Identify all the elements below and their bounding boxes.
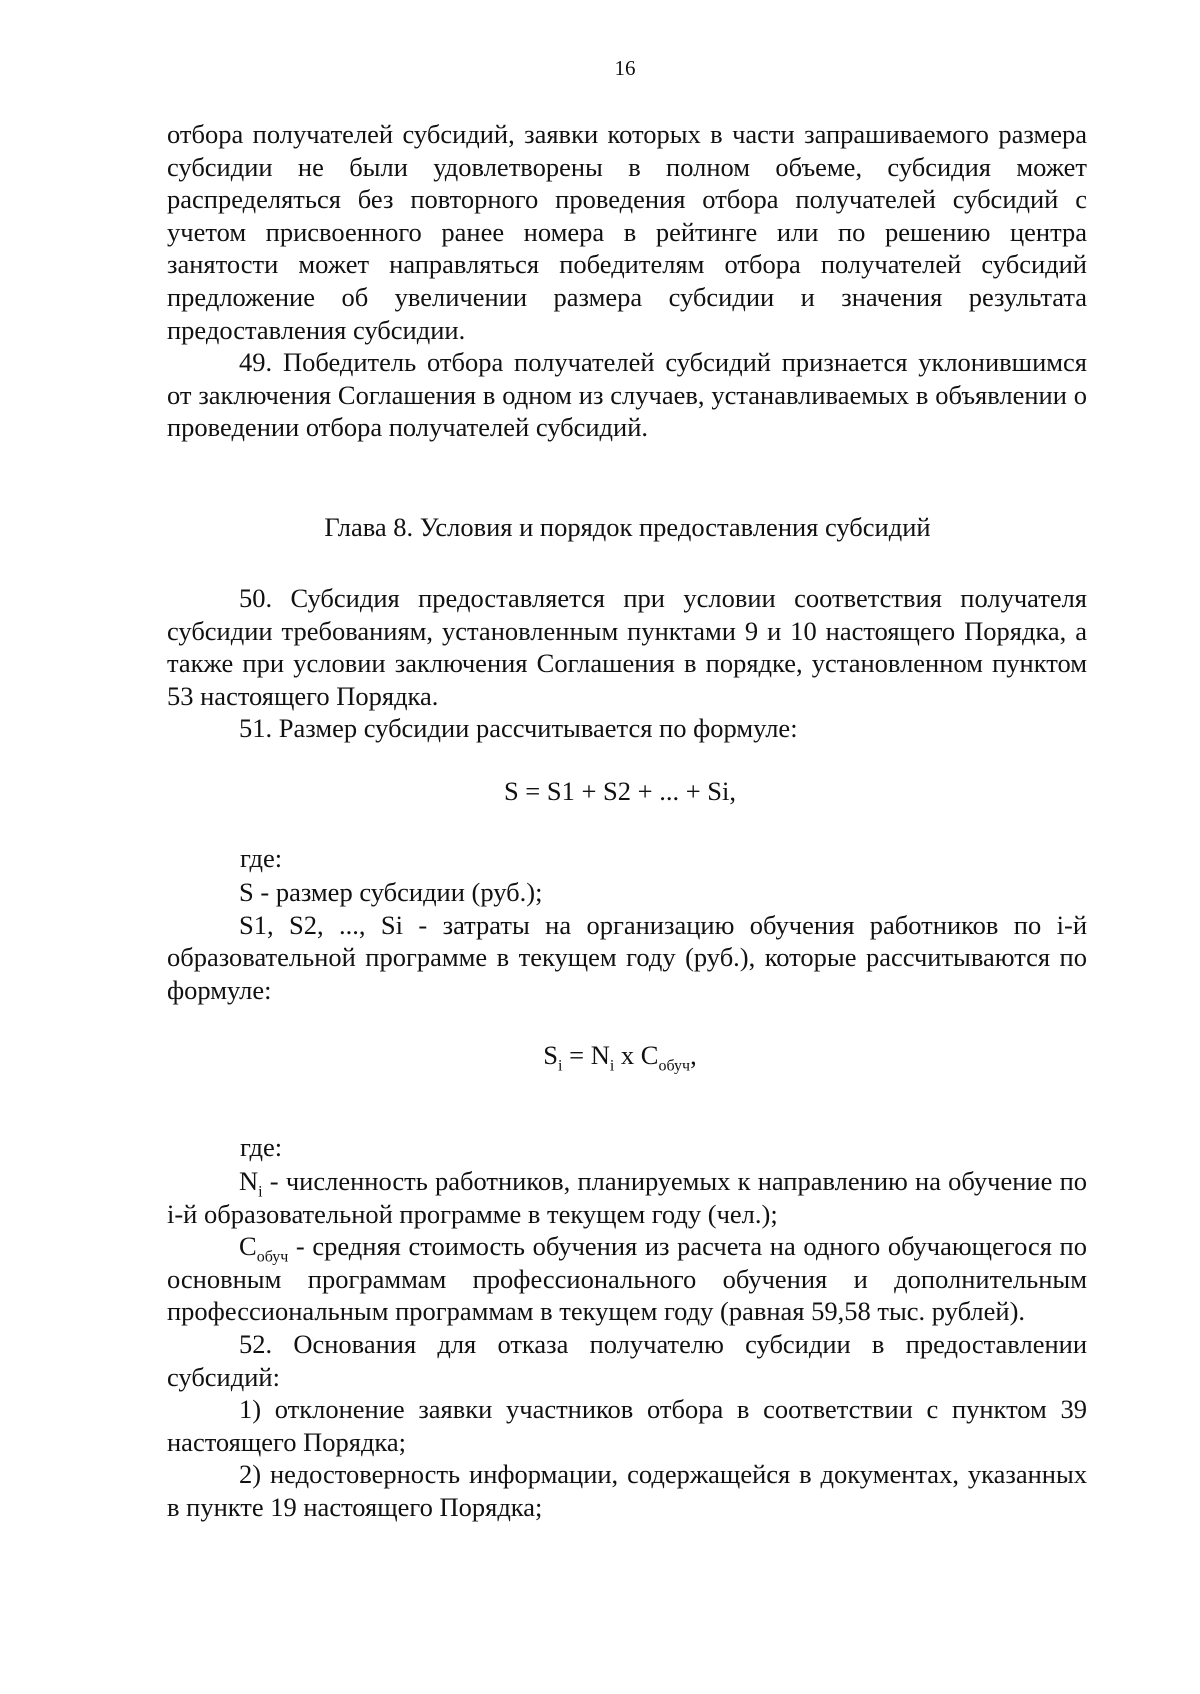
paragraph-52: 52. Основания для отказа получателю субсидии в предоставлении субсидий: <box>167 1328 1087 1392</box>
page-number: 16 <box>614 56 636 80</box>
text-block-top <box>167 118 1087 444</box>
text-block-definitions-1 <box>167 876 1087 1006</box>
text-block-definitions-2 <box>167 1165 1087 1524</box>
list-item-1: 1) отклонение заявки участников отбора в соответствии с пунктом 39 настоящего Порядка; <box>167 1394 1087 1457</box>
definition-cobuch: $C_{обуч}$ - средняя стоимость обучения из расчета на одного обучающегося по основным программам профессионального обучения и дополнительным профессиональным программам в текущем году (равная 59,58 тыс. рублей). <box>167 1231 1087 1327</box>
definition-si: S1, S2, ..., Si - затраты на организацию обучения работников по i-й образовательной программе в текущем году (руб.), которые рассчитываются по формуле: <box>167 909 1087 1005</box>
text-block-chapter8 <box>167 582 1087 745</box>
where-label-2: где: <box>240 1132 283 1162</box>
formula-si: $S_i = N_i$ x $C_{обуч}$, <box>543 1040 697 1075</box>
definition-s: S - размер субсидии (руб.); <box>239 877 543 907</box>
paragraph-50: 50. Субсидия предоставляется при условии соответствия получателя субсидии требованиям, установленным пунктами 9 и 10 настоящего Порядка, а также при условии заключения Соглашения в порядке, установленном пунктом 53 настоящего Порядка. <box>167 583 1087 711</box>
paragraph-51: 51. Размер субсидии рассчитывается по формуле: <box>239 713 798 744</box>
definition-ni: $N_i$ - численность работников, планируемых к направлению на обучение по i-й образовательной программе в текущем году (чел.); <box>167 1166 1087 1229</box>
list-item-2: 2) недостоверность информации, содержащейся в документах, указанных в пункте 19 настоящего Порядка; <box>167 1459 1087 1522</box>
chapter-heading: Глава 8. Условия и порядок предоставления субсидий <box>324 512 931 542</box>
paragraph-49: 49. Победитель отбора получателей субсидий признается уклонившимся от заключения Соглашения в одном из случаев, устанавливаемых в объявлении о проведении отбора получателей субсидий. <box>167 347 1087 443</box>
formula-total: S = S1 + S2 + ... + Si, <box>503 776 737 806</box>
where-label-1: где: <box>240 843 283 873</box>
paragraph-continuation: отбора получателей субсидий, заявки которых в части запрашиваемого размера субсидии не были удовлетворены в полном объеме, субсидия может распределяться без повторного проведения отбора получателей субсидий с учетом присвоенного ранее номера в рейтинге или по решению центра занятости может направляться победителям отбора получателей субсидий предложение об увеличении размера субсидии и значения результата предоставления субсидии. <box>167 119 1087 345</box>
